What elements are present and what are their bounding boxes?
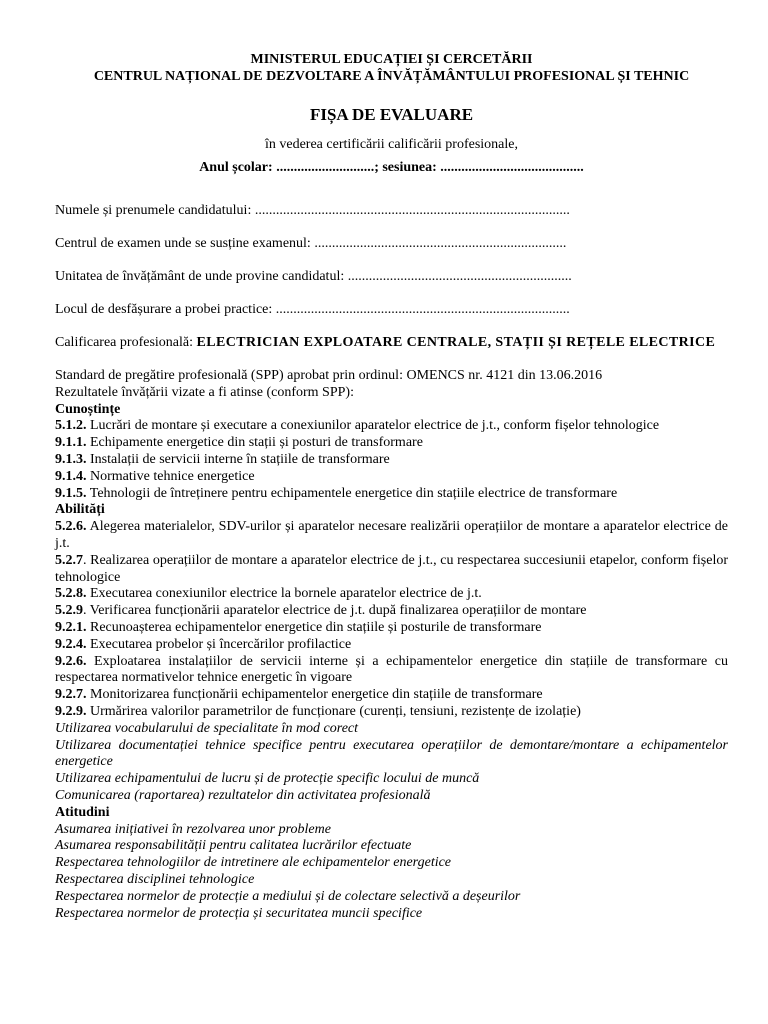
skill-italic-item: Comunicarea (raportarea) rezultatelor din activitatea profesională bbox=[55, 787, 431, 803]
item-code: 9.2.4. bbox=[55, 636, 87, 652]
item-code: 5.2.7 bbox=[55, 552, 83, 568]
attitude-item: Respectarea normelor de protecție a mediului și de colectare selectivă a deșeurilor bbox=[55, 888, 521, 904]
skill-item bbox=[55, 620, 728, 637]
practical-location-field: Locul de desfășurare a probei practice: .................................................................................... bbox=[55, 302, 570, 317]
school-unit-field: Unitatea de învățământ de unde provine candidatul: ................................................................ bbox=[55, 269, 572, 284]
skill-item bbox=[55, 704, 728, 721]
item-code: 5.2.9 bbox=[55, 603, 83, 619]
item-code: 5.2.8. bbox=[55, 586, 87, 602]
item-code: 9.2.9. bbox=[55, 703, 87, 719]
item-text: Lucrări de montare și executare a conexiunilor aparatelor electrice de j.t., conform fișelor tehnologice bbox=[86, 418, 660, 434]
item-code: 9.2.7. bbox=[55, 687, 87, 703]
item-text: Executarea conexiunilor electrice la bornele aparatelor electrice de j.t. bbox=[86, 586, 482, 602]
attitude-item: Respectarea disciplinei tehnologice bbox=[55, 871, 255, 887]
item-text: Alegerea materialelor, SDV-urilor și aparatelor necesare realizării operațiilor de montare a aparatelor electrice de j.t. bbox=[55, 519, 728, 551]
item-text: Instalații de servicii interne în stațiile de transformare bbox=[86, 451, 390, 467]
knowledge-item bbox=[55, 486, 728, 503]
item-text: Exploatarea instalațiilor de servicii interne și a echipamentelor energetice din stațiile de transformare cu respectarea normativelor tehnice energetic în vigoare bbox=[55, 653, 728, 686]
knowledge-heading: Cunoștințe bbox=[55, 401, 121, 417]
skill-item bbox=[55, 553, 728, 587]
item-text: Echipamente energetice din stații și posturi de transformare bbox=[86, 435, 423, 451]
item-text: Tehnologii de întreținere pentru echipamentele energetice din stațiile electrice de transformare bbox=[86, 485, 618, 501]
skill-italic-item: Utilizarea documentației tehnice specifice pentru executarea operațiilor de demontare/montare a echipamentelor energetice bbox=[55, 737, 728, 770]
learning-results bbox=[55, 368, 728, 922]
item-text: Executarea probelor și încercărilor profilactice bbox=[86, 636, 352, 652]
item-code: 9.1.3. bbox=[55, 451, 87, 467]
qualification-label: Calificarea profesională: bbox=[55, 335, 197, 350]
item-code: 9.1.1. bbox=[55, 435, 87, 451]
attitude-item: Asumarea responsabilității pentru calitatea lucrărilor efectuate bbox=[55, 838, 412, 854]
center-heading: CENTRUL NAȚIONAL DE DEZVOLTARE A ÎNVĂȚĂMÂNTULUI PROFESIONAL ȘI TEHNIC bbox=[93, 69, 690, 84]
item-code: 5.2.6. bbox=[55, 519, 87, 535]
qualification bbox=[55, 335, 728, 351]
skill-item bbox=[55, 603, 728, 620]
candidate-name-field: Numele și prenumele candidatului: .......................................................................................... bbox=[55, 203, 570, 218]
attitude-item: Asumarea inițiativei în rezolvarea unor probleme bbox=[55, 821, 331, 837]
qualification-value: ELECTRICIAN EXPLOATARE CENTRALE, STAȚII ȘI REȚELE ELECTRICE bbox=[196, 335, 716, 350]
knowledge-item bbox=[55, 469, 728, 486]
knowledge-item bbox=[55, 435, 728, 452]
knowledge-item bbox=[55, 452, 728, 469]
item-code: 9.2.6. bbox=[55, 653, 87, 669]
skills-heading: Abilități bbox=[55, 502, 105, 518]
skill-item bbox=[55, 637, 728, 654]
attitude-item: Respectarea normelor de protecția și securitatea muncii specifice bbox=[55, 905, 423, 921]
item-text: . Verificarea funcționării aparatelor electrice de j.t. după finalizarea operațiilor de montare bbox=[83, 603, 587, 619]
skill-item bbox=[55, 519, 728, 553]
item-text: Normative tehnice energetice bbox=[86, 468, 255, 484]
attitudes-heading: Atitudini bbox=[55, 804, 110, 820]
item-text: Urmărirea valorilor parametrilor de funcționare (curenți, tensiuni, rezistențe de izolație) bbox=[86, 703, 581, 719]
knowledge-item bbox=[55, 418, 728, 435]
item-text: Monitorizarea funcționării echipamentelor energetice din stațiile de transformare bbox=[86, 687, 543, 703]
attitude-item: Respectarea tehnologiilor de intretinere ale echipamentelor energetice bbox=[55, 855, 452, 871]
school-year-line: Anul școlar: ............................; sesiunea: ......................................... bbox=[199, 160, 584, 175]
results-intro: Rezultatele învățării vizate a fi atinse (conform SPP): bbox=[55, 384, 354, 400]
ministry-heading: MINISTERUL EDUCAȚIEI ȘI CERCETĂRII bbox=[250, 52, 533, 67]
item-text: . Realizarea operațiilor de montare a aparatelor electrice de j.t., cu respectarea succesiunii etapelor, conform fișelor tehnologice bbox=[55, 552, 728, 585]
skill-item bbox=[55, 654, 728, 688]
standard-line: Standard de pregătire profesională (SPP) aprobat prin ordinul: OMENCS nr. 4121 din 13.06.2016 bbox=[55, 368, 603, 383]
item-code: 9.1.4. bbox=[55, 468, 87, 484]
skill-item bbox=[55, 586, 728, 603]
item-text: Recunoașterea echipamentelor energetice din stațiile și posturile de transformare bbox=[86, 619, 542, 635]
skill-item bbox=[55, 687, 728, 704]
exam-center-field: Centrul de examen unde se susține examenul: ........................................................................ bbox=[55, 236, 567, 251]
item-code: 9.1.5. bbox=[55, 485, 87, 501]
item-code: 9.2.1. bbox=[55, 619, 87, 635]
skill-italic-item: Utilizarea vocabularului de specialitate în mod corect bbox=[55, 720, 359, 736]
form-subtitle: în vederea certificării calificării profesionale, bbox=[264, 137, 519, 152]
form-title: FIȘA DE EVALUARE bbox=[309, 105, 474, 124]
evaluation-form-page bbox=[55, 51, 728, 922]
skill-italic-item: Utilizarea echipamentului de lucru și de protecție specific locului de muncă bbox=[55, 771, 480, 787]
item-code: 5.1.2. bbox=[55, 418, 87, 434]
